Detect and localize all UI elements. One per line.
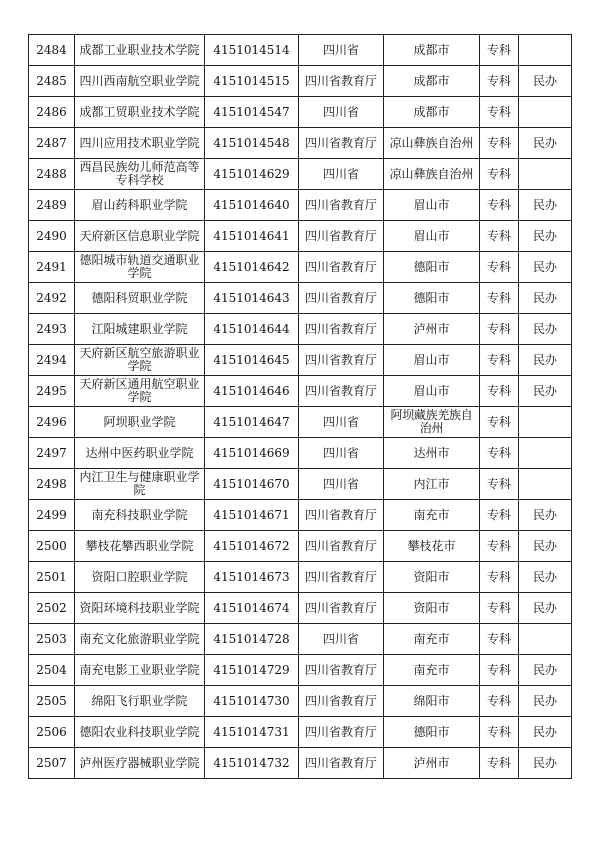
row-number-cell: 2491: [29, 252, 75, 283]
table-row: [29, 97, 572, 128]
table-row: [29, 717, 572, 748]
note-cell: 民办: [519, 190, 572, 221]
school-code-cell: 4151014671: [205, 500, 299, 531]
location-cell: 泸州市: [384, 314, 480, 345]
authority-cell: 四川省: [299, 438, 384, 469]
note-cell: 民办: [519, 686, 572, 717]
authority-cell: 四川省教育厅: [299, 562, 384, 593]
school-code-cell: 4151014646: [205, 376, 299, 407]
location-cell: 攀枝花市: [384, 531, 480, 562]
school-name-cell: 天府新区通用航空职业学院: [75, 376, 205, 407]
level-cell: 专科: [480, 655, 519, 686]
row-number-cell: 2487: [29, 128, 75, 159]
school-name-cell: 南充文化旅游职业学院: [75, 624, 205, 655]
authority-cell: 四川省教育厅: [299, 345, 384, 376]
level-cell: 专科: [480, 748, 519, 779]
row-number-cell: 2504: [29, 655, 75, 686]
school-code-cell: 4151014514: [205, 35, 299, 66]
location-cell: 凉山彝族自治州: [384, 159, 480, 190]
school-name-cell: 达州中医药职业学院: [75, 438, 205, 469]
authority-cell: 四川省教育厅: [299, 128, 384, 159]
row-number-cell: 2507: [29, 748, 75, 779]
authority-cell: 四川省教育厅: [299, 376, 384, 407]
level-cell: 专科: [480, 35, 519, 66]
table-row: [29, 624, 572, 655]
note-cell: 民办: [519, 748, 572, 779]
row-number-cell: 2488: [29, 159, 75, 190]
school-code-cell: 4151014729: [205, 655, 299, 686]
school-name-cell: 阿坝职业学院: [75, 407, 205, 438]
level-cell: 专科: [480, 376, 519, 407]
table-row: [29, 562, 572, 593]
note-cell: [519, 469, 572, 500]
level-cell: 专科: [480, 624, 519, 655]
location-cell: 南充市: [384, 624, 480, 655]
school-name-cell: 资阳口腔职业学院: [75, 562, 205, 593]
table-row: [29, 345, 572, 376]
authority-cell: 四川省教育厅: [299, 252, 384, 283]
location-cell: 内江市: [384, 469, 480, 500]
row-number-cell: 2498: [29, 469, 75, 500]
authority-cell: 四川省教育厅: [299, 531, 384, 562]
school-name-cell: 内江卫生与健康职业学院: [75, 469, 205, 500]
school-name-cell: 资阳环境科技职业学院: [75, 593, 205, 624]
table-row: [29, 655, 572, 686]
school-name-cell: 天府新区航空旅游职业学院: [75, 345, 205, 376]
school-name-cell: 德阳农业科技职业学院: [75, 717, 205, 748]
table-row: [29, 252, 572, 283]
row-number-cell: 2499: [29, 500, 75, 531]
authority-cell: 四川省: [299, 159, 384, 190]
colleges-table: [28, 34, 572, 779]
school-name-cell: 成都工贸职业技术学院: [75, 97, 205, 128]
level-cell: 专科: [480, 159, 519, 190]
location-cell: 南充市: [384, 655, 480, 686]
location-cell: 绵阳市: [384, 686, 480, 717]
school-name-cell: 江阳城建职业学院: [75, 314, 205, 345]
table-row: [29, 376, 572, 407]
note-cell: 民办: [519, 345, 572, 376]
school-name-cell: 德阳城市轨道交通职业学院: [75, 252, 205, 283]
level-cell: 专科: [480, 283, 519, 314]
note-cell: 民办: [519, 283, 572, 314]
location-cell: 眉山市: [384, 345, 480, 376]
level-cell: 专科: [480, 97, 519, 128]
table-row: [29, 500, 572, 531]
note-cell: [519, 97, 572, 128]
school-name-cell: 四川应用技术职业学院: [75, 128, 205, 159]
table-row: [29, 593, 572, 624]
table-row: [29, 159, 572, 190]
table-row: [29, 221, 572, 252]
authority-cell: 四川省教育厅: [299, 748, 384, 779]
authority-cell: 四川省: [299, 407, 384, 438]
school-name-cell: 天府新区信息职业学院: [75, 221, 205, 252]
location-cell: 眉山市: [384, 190, 480, 221]
level-cell: 专科: [480, 314, 519, 345]
table-row: [29, 438, 572, 469]
note-cell: [519, 407, 572, 438]
level-cell: 专科: [480, 128, 519, 159]
table-row: [29, 283, 572, 314]
level-cell: 专科: [480, 469, 519, 500]
authority-cell: 四川省教育厅: [299, 655, 384, 686]
table-row: [29, 531, 572, 562]
level-cell: 专科: [480, 531, 519, 562]
table-row: [29, 35, 572, 66]
level-cell: 专科: [480, 717, 519, 748]
row-number-cell: 2503: [29, 624, 75, 655]
school-code-cell: 4151014673: [205, 562, 299, 593]
authority-cell: 四川省教育厅: [299, 190, 384, 221]
school-name-cell: 西昌民族幼儿师范高等专科学校: [75, 159, 205, 190]
note-cell: [519, 35, 572, 66]
level-cell: 专科: [480, 593, 519, 624]
school-code-cell: 4151014515: [205, 66, 299, 97]
table-row: [29, 407, 572, 438]
authority-cell: 四川省教育厅: [299, 314, 384, 345]
row-number-cell: 2486: [29, 97, 75, 128]
row-number-cell: 2495: [29, 376, 75, 407]
authority-cell: 四川省: [299, 624, 384, 655]
table-row: [29, 314, 572, 345]
note-cell: 民办: [519, 66, 572, 97]
school-name-cell: 攀枝花攀西职业学院: [75, 531, 205, 562]
level-cell: 专科: [480, 500, 519, 531]
row-number-cell: 2490: [29, 221, 75, 252]
location-cell: 泸州市: [384, 748, 480, 779]
school-name-cell: 南充科技职业学院: [75, 500, 205, 531]
school-code-cell: 4151014548: [205, 128, 299, 159]
school-code-cell: 4151014732: [205, 748, 299, 779]
level-cell: 专科: [480, 438, 519, 469]
location-cell: 成都市: [384, 66, 480, 97]
table-row: [29, 748, 572, 779]
level-cell: 专科: [480, 66, 519, 97]
level-cell: 专科: [480, 190, 519, 221]
location-cell: 德阳市: [384, 252, 480, 283]
school-code-cell: 4151014672: [205, 531, 299, 562]
row-number-cell: 2505: [29, 686, 75, 717]
table-row: [29, 190, 572, 221]
note-cell: 民办: [519, 314, 572, 345]
note-cell: [519, 624, 572, 655]
table-row: [29, 469, 572, 500]
authority-cell: 四川省: [299, 97, 384, 128]
school-name-cell: 绵阳飞行职业学院: [75, 686, 205, 717]
school-code-cell: 4151014642: [205, 252, 299, 283]
row-number-cell: 2489: [29, 190, 75, 221]
level-cell: 专科: [480, 562, 519, 593]
table-row: [29, 686, 572, 717]
school-code-cell: 4151014643: [205, 283, 299, 314]
school-code-cell: 4151014674: [205, 593, 299, 624]
school-code-cell: 4151014730: [205, 686, 299, 717]
row-number-cell: 2485: [29, 66, 75, 97]
note-cell: [519, 159, 572, 190]
row-number-cell: 2496: [29, 407, 75, 438]
location-cell: 德阳市: [384, 283, 480, 314]
authority-cell: 四川省教育厅: [299, 283, 384, 314]
school-code-cell: 4151014731: [205, 717, 299, 748]
row-number-cell: 2501: [29, 562, 75, 593]
note-cell: 民办: [519, 593, 572, 624]
school-code-cell: 4151014547: [205, 97, 299, 128]
school-code-cell: 4151014641: [205, 221, 299, 252]
level-cell: 专科: [480, 345, 519, 376]
location-cell: 眉山市: [384, 221, 480, 252]
authority-cell: 四川省教育厅: [299, 686, 384, 717]
location-cell: 达州市: [384, 438, 480, 469]
row-number-cell: 2500: [29, 531, 75, 562]
row-number-cell: 2492: [29, 283, 75, 314]
school-code-cell: 4151014644: [205, 314, 299, 345]
note-cell: 民办: [519, 376, 572, 407]
school-code-cell: 4151014647: [205, 407, 299, 438]
row-number-cell: 2484: [29, 35, 75, 66]
location-cell: 成都市: [384, 35, 480, 66]
school-name-cell: 泸州医疗器械职业学院: [75, 748, 205, 779]
school-name-cell: 四川西南航空职业学院: [75, 66, 205, 97]
authority-cell: 四川省教育厅: [299, 221, 384, 252]
note-cell: 民办: [519, 717, 572, 748]
note-cell: 民办: [519, 655, 572, 686]
note-cell: 民办: [519, 252, 572, 283]
authority-cell: 四川省教育厅: [299, 593, 384, 624]
authority-cell: 四川省教育厅: [299, 66, 384, 97]
school-name-cell: 南充电影工业职业学院: [75, 655, 205, 686]
authority-cell: 四川省教育厅: [299, 717, 384, 748]
location-cell: 凉山彝族自治州: [384, 128, 480, 159]
level-cell: 专科: [480, 221, 519, 252]
row-number-cell: 2493: [29, 314, 75, 345]
note-cell: 民办: [519, 562, 572, 593]
location-cell: 阿坝藏族羌族自治州: [384, 407, 480, 438]
authority-cell: 四川省教育厅: [299, 500, 384, 531]
row-number-cell: 2502: [29, 593, 75, 624]
school-name-cell: 成都工业职业技术学院: [75, 35, 205, 66]
level-cell: 专科: [480, 252, 519, 283]
location-cell: 资阳市: [384, 562, 480, 593]
level-cell: 专科: [480, 407, 519, 438]
note-cell: 民办: [519, 128, 572, 159]
note-cell: 民办: [519, 221, 572, 252]
location-cell: 成都市: [384, 97, 480, 128]
school-name-cell: 德阳科贸职业学院: [75, 283, 205, 314]
school-code-cell: 4151014728: [205, 624, 299, 655]
row-number-cell: 2494: [29, 345, 75, 376]
note-cell: [519, 438, 572, 469]
table-row: [29, 66, 572, 97]
table-row: [29, 128, 572, 159]
location-cell: 南充市: [384, 500, 480, 531]
school-code-cell: 4151014629: [205, 159, 299, 190]
authority-cell: 四川省: [299, 469, 384, 500]
location-cell: 眉山市: [384, 376, 480, 407]
note-cell: 民办: [519, 500, 572, 531]
level-cell: 专科: [480, 686, 519, 717]
authority-cell: 四川省: [299, 35, 384, 66]
row-number-cell: 2497: [29, 438, 75, 469]
school-code-cell: 4151014640: [205, 190, 299, 221]
school-code-cell: 4151014670: [205, 469, 299, 500]
note-cell: 民办: [519, 531, 572, 562]
school-code-cell: 4151014645: [205, 345, 299, 376]
school-code-cell: 4151014669: [205, 438, 299, 469]
location-cell: 资阳市: [384, 593, 480, 624]
row-number-cell: 2506: [29, 717, 75, 748]
location-cell: 德阳市: [384, 717, 480, 748]
table-body: [29, 35, 572, 779]
school-name-cell: 眉山药科职业学院: [75, 190, 205, 221]
